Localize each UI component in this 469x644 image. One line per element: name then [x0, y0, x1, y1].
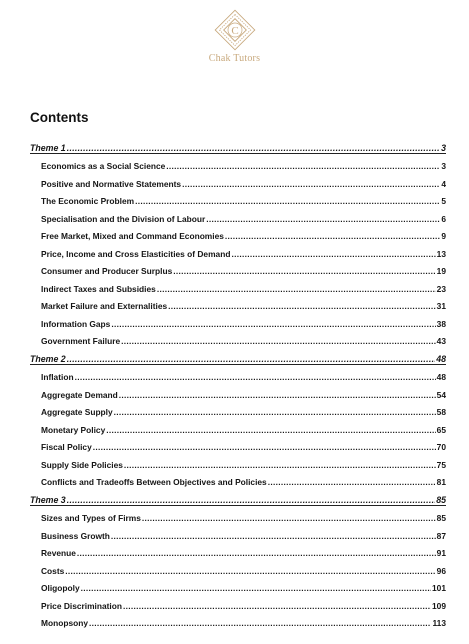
brand-logo: [0, 8, 469, 64]
toc-dot-leader: [106, 425, 435, 435]
toc-page-number: 101: [432, 583, 446, 593]
toc-theme-row[interactable]: [30, 487, 446, 506]
toc-entry-label: Costs: [41, 565, 65, 576]
toc-page-number: 4: [441, 178, 446, 189]
toc-page-number: 23: [436, 283, 446, 294]
toc-entry-row[interactable]: [30, 400, 446, 418]
toc-page-number: 85: [436, 494, 446, 505]
toc-dot-leader: [111, 531, 436, 541]
toc-entry-row[interactable]: [30, 506, 446, 524]
toc-dot-leader: [119, 390, 436, 400]
toc-page-number: 5: [441, 196, 446, 206]
toc-page-number: 6: [441, 213, 446, 224]
toc-dot-leader: [231, 249, 435, 259]
toc-dot-leader: [173, 266, 435, 276]
toc-theme-row[interactable]: [30, 135, 446, 154]
toc-dot-leader: [121, 336, 436, 346]
toc-entry-label: Theme 3: [30, 494, 66, 505]
toc-entry-row[interactable]: [30, 611, 446, 629]
toc-entry-label: Information Gaps: [41, 318, 111, 329]
toc-dot-leader: [268, 477, 436, 487]
toc-dot-leader: [124, 460, 436, 470]
toc-entry-label: Economics as a Social Science: [41, 161, 166, 171]
toc-page-number: 38: [436, 318, 446, 329]
toc-page-number: 75: [436, 459, 446, 470]
toc-entry-label: Indirect Taxes and Subsidies: [41, 283, 156, 294]
toc-entry-label: Theme 1: [30, 142, 66, 153]
toc-entry-label: Specialisation and the Division of Labour: [41, 213, 206, 224]
toc-page-number: 91: [436, 548, 446, 558]
toc-entry-label: Theme 2: [30, 353, 66, 364]
toc-entry-label: Monopsony: [41, 618, 88, 628]
toc-page-number: 70: [436, 442, 446, 452]
toc-dot-leader: [75, 372, 436, 382]
toc-dot-leader: [135, 196, 440, 206]
toc-entry-label: The Economic Problem: [41, 196, 135, 206]
toc-entry-label: Consumer and Producer Surplus: [41, 266, 173, 276]
toc-page-number: 109: [432, 600, 446, 611]
toc-entry-row[interactable]: [30, 470, 446, 488]
toc-entry-row[interactable]: [30, 154, 446, 172]
toc-page-number: 48: [436, 372, 446, 382]
toc-entry-label: Monetary Policy: [41, 424, 106, 435]
toc-entry-label: Aggregate Supply: [41, 407, 113, 417]
toc-entry-row[interactable]: [30, 241, 446, 259]
toc-entry-row[interactable]: [30, 206, 446, 224]
toc-entry-row[interactable]: [30, 189, 446, 207]
toc-entry-label: Free Market, Mixed and Command Economies: [41, 231, 224, 241]
toc-page-number: 65: [436, 424, 446, 435]
toc-entry-label: Fiscal Policy: [41, 442, 92, 452]
toc-entry-row[interactable]: [30, 259, 446, 277]
toc-entry-label: Market Failure and Externalities: [41, 301, 168, 311]
toc-dot-leader: [93, 442, 436, 452]
toc-entry-label: Supply Side Policies: [41, 459, 123, 470]
toc-page-number: 85: [436, 513, 446, 523]
toc-page-number: 54: [436, 389, 446, 400]
toc-entry-row[interactable]: [30, 452, 446, 470]
toc-entry-label: Revenue: [41, 548, 76, 558]
toc-dot-leader: [123, 601, 431, 611]
toc-page-number: 58: [436, 407, 446, 417]
toc-entry-row[interactable]: [30, 294, 446, 312]
toc-entry-row[interactable]: [30, 417, 446, 435]
toc-page-number: 48: [436, 353, 446, 364]
toc-page-number: 43: [436, 336, 446, 346]
toc-page-number: 3: [441, 142, 446, 153]
toc-entry-row[interactable]: [30, 329, 446, 347]
toc-entry-row[interactable]: [30, 276, 446, 294]
toc-entry-label: Sizes and Types of Firms: [41, 513, 141, 523]
brand-name: Chak Tutors: [208, 53, 261, 64]
toc-entry-row[interactable]: [30, 365, 446, 383]
toc-dot-leader: [157, 284, 436, 294]
toc-entry-row[interactable]: [30, 541, 446, 559]
toc-page-number: 31: [436, 301, 446, 311]
toc-entry-label: Conflicts and Tradeoffs Between Objectives and Policies: [41, 477, 267, 487]
toc-page-number: 113: [432, 618, 446, 628]
toc-dot-leader: [111, 319, 435, 329]
page-title: Contents: [30, 110, 89, 125]
toc-page-number: 9: [441, 231, 446, 241]
toc-dot-leader: [89, 618, 431, 628]
toc-entry-label: Price Discrimination: [41, 600, 122, 611]
toc-page-number: 81: [436, 477, 446, 487]
toc-page-number: 87: [436, 530, 446, 541]
toc-entry-label: Aggregate Demand: [41, 389, 118, 400]
toc-page-number: 3: [441, 161, 446, 171]
toc-entry-label: Oligopoly: [41, 583, 80, 593]
toc-page-number: 96: [436, 565, 446, 576]
toc-entry-label: Government Failure: [41, 336, 121, 346]
toc-entry-row[interactable]: [30, 558, 446, 576]
toc-page-number: 19: [436, 266, 446, 276]
toc-dot-leader: [67, 495, 436, 505]
toc-dot-leader: [166, 161, 440, 171]
toc-dot-leader: [182, 179, 440, 189]
toc-entry-row[interactable]: [30, 435, 446, 453]
toc-entry-label: Business Growth: [41, 530, 110, 541]
toc-dot-leader: [142, 513, 436, 523]
toc-entry-row[interactable]: [30, 576, 446, 594]
toc-entry-label: Positive and Normative Statements: [41, 178, 182, 189]
toc-dot-leader: [206, 214, 440, 224]
logo-monogram: C: [230, 25, 239, 37]
toc-dot-leader: [65, 566, 435, 576]
toc-entry-label: Price, Income and Cross Elasticities of Demand: [41, 248, 231, 259]
toc-dot-leader: [225, 231, 440, 241]
toc-dot-leader: [77, 548, 436, 558]
toc-dot-leader: [67, 354, 436, 364]
toc-dot-leader: [67, 143, 440, 153]
table-of-contents: [30, 135, 446, 628]
toc-entry-row[interactable]: [30, 311, 446, 329]
toc-dot-leader: [114, 407, 436, 417]
toc-entry-row[interactable]: [30, 171, 446, 189]
toc-dot-leader: [81, 583, 431, 593]
toc-dot-leader: [168, 301, 436, 311]
toc-entry-row[interactable]: [30, 224, 446, 242]
toc-entry-row[interactable]: [30, 593, 446, 611]
toc-entry-row[interactable]: [30, 523, 446, 541]
toc-theme-row[interactable]: [30, 346, 446, 365]
toc-page-number: 13: [436, 248, 446, 259]
toc-entry-label: Inflation: [41, 372, 74, 382]
diamond-monogram-icon: [213, 8, 257, 52]
toc-entry-row[interactable]: [30, 382, 446, 400]
